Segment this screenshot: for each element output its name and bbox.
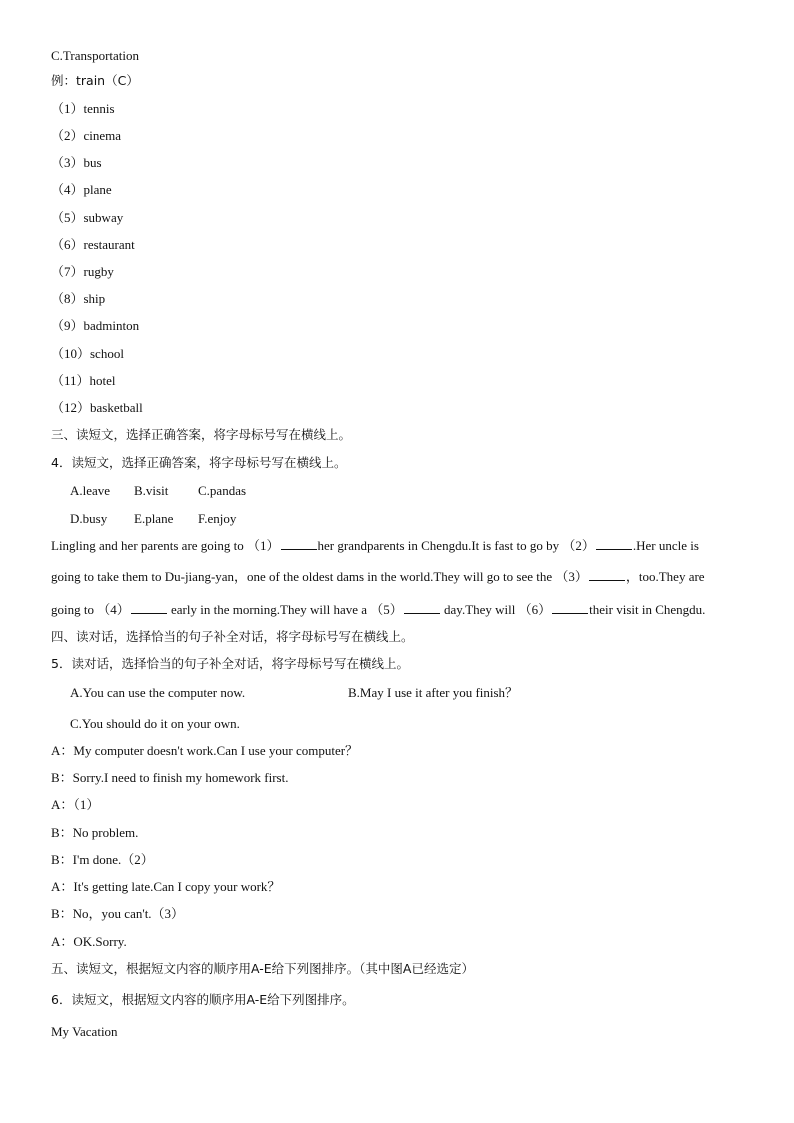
question-5: 5．读对话，选择恰当的句子补全对话，将字母标号写在横线上。	[51, 656, 409, 671]
dialogue-line: A：It's getting late.Can I copy your work？	[51, 879, 281, 894]
section-heading-4: 四、读对话，选择恰当的句子补全对话，将字母标号写在横线上。	[51, 629, 414, 644]
list-item: （2）cinema	[51, 128, 122, 143]
dialogue-line: B：No，you can't.（3）	[51, 906, 185, 921]
dialogue-line: B：Sorry.I need to finish my homework first.	[51, 770, 289, 785]
dialogue-option-a: A.You can use the computer now.	[70, 685, 246, 700]
passage-text: going to （4）	[51, 602, 130, 617]
passage-text: going to take them to Du-jiang-yan，one of the oldest dams in the world.They will go to see the （3）	[51, 569, 588, 584]
blank-3[interactable]	[589, 568, 625, 581]
blank-6[interactable]	[552, 601, 588, 614]
passage-line-1	[51, 537, 751, 555]
blank-5[interactable]	[404, 601, 440, 614]
question-4: 4．读短文，选择正确答案，将字母标号写在横线上。	[51, 455, 347, 470]
category-c-label: C.Transportation	[51, 48, 139, 63]
list-item: （9）badminton	[51, 318, 140, 333]
option-c: C.pandas	[198, 483, 247, 498]
dialogue-line: A：（1）	[51, 797, 100, 812]
list-item: （5）subway	[51, 210, 124, 225]
dialogue-line: B：I'm done.（2）	[51, 852, 154, 867]
list-item: （10）school	[51, 346, 124, 361]
example-line: 例：train（C）	[51, 73, 139, 88]
dialogue-line: B：No problem.	[51, 825, 139, 840]
passage-text: day.They will （6）	[440, 602, 552, 617]
dialogue-option-c: C.You should do it on your own.	[70, 716, 240, 731]
list-item: （8）ship	[51, 291, 106, 306]
option-b: B.visit	[134, 483, 169, 498]
passage-text: her grandparents in Chengdu.It is fast to go by （2）	[317, 538, 595, 553]
passage-line-2	[51, 568, 751, 586]
question-6: 6．读短文，根据短文内容的顺序用A-E给下列图排序。	[51, 992, 355, 1007]
list-item: （7）rugby	[51, 264, 114, 279]
passage-line-3	[51, 601, 751, 619]
section-heading-3: 三、读短文，选择正确答案，将字母标号写在横线上。	[51, 427, 352, 442]
list-item: （4）plane	[51, 182, 112, 197]
passage-text: their visit in Chengdu.	[589, 602, 706, 617]
list-item: （12）basketball	[51, 400, 143, 415]
passage-text: early in the morning.They will have a （5）	[167, 602, 403, 617]
list-item: （3）bus	[51, 155, 102, 170]
blank-2[interactable]	[596, 537, 632, 550]
dialogue-line: A：OK.Sorry.	[51, 934, 127, 949]
list-item: （6）restaurant	[51, 237, 135, 252]
list-item: （1）tennis	[51, 101, 115, 116]
section-heading-5: 五、读短文，根据短文内容的顺序用A-E给下列图排序。（其中图A已经选定）	[51, 961, 474, 976]
blank-1[interactable]	[281, 537, 317, 550]
passage-title: My Vacation	[51, 1024, 118, 1039]
dialogue-line: A：My computer doesn't work.Can I use your computer？	[51, 743, 359, 758]
list-item: （11）hotel	[51, 373, 116, 388]
option-f: F.enjoy	[198, 511, 237, 526]
dialogue-option-b: B.May I use it after you finish？	[348, 685, 519, 700]
passage-text: Lingling and her parents are going to （1）	[51, 538, 280, 553]
passage-text: ，too.They are	[625, 569, 705, 584]
option-e: E.plane	[134, 511, 174, 526]
option-a: A.leave	[70, 483, 111, 498]
option-d: D.busy	[70, 511, 108, 526]
passage-text: .Her uncle is	[632, 538, 699, 553]
blank-4[interactable]	[131, 601, 167, 614]
